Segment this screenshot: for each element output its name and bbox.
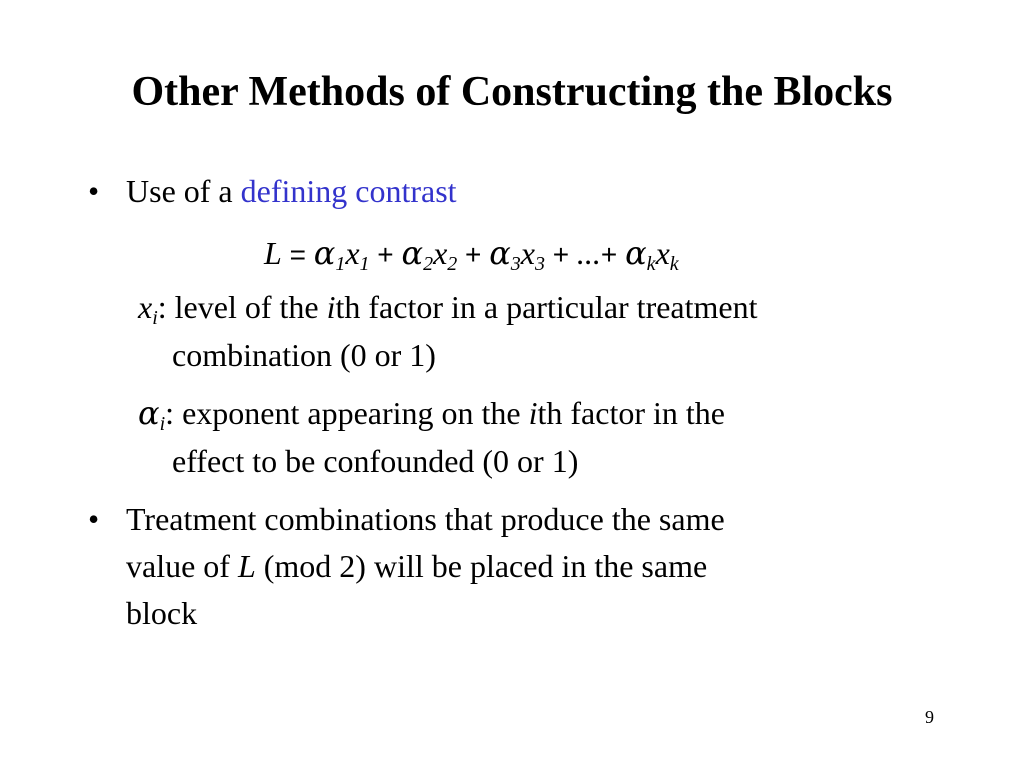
x-symbol: x	[520, 235, 535, 271]
x-symbol: x	[655, 235, 670, 271]
alpha-text-start: : exponent appearing on the	[165, 395, 529, 431]
formula-plus: +	[369, 239, 402, 270]
xi-ith-italic: i	[326, 289, 336, 325]
xi-definition-line1	[138, 284, 758, 330]
bullet2-l-italic: L	[237, 548, 256, 584]
alpha-ith-italic: i	[528, 395, 538, 431]
alpha-symbol: α	[138, 394, 160, 432]
defining-contrast-highlight: defining contrast	[240, 173, 457, 209]
bullet-marker: •	[88, 173, 100, 209]
alpha-symbol: α	[489, 234, 511, 272]
bullet-text-prefix: Use of a	[126, 173, 241, 209]
formula-subscript: k	[646, 253, 656, 275]
defining-contrast-formula	[264, 230, 679, 278]
formula-plus: +	[545, 239, 577, 270]
xi-symbol: x	[138, 289, 153, 325]
alpha-subscript: i	[159, 413, 166, 435]
alpha-symbol: α	[313, 234, 336, 272]
formula-lhs: L	[264, 235, 282, 271]
page-number: 9	[925, 707, 934, 727]
formula-subscript: 2	[447, 253, 458, 275]
alpha-symbol: α	[625, 234, 647, 272]
bullet-treatment-line2	[126, 543, 707, 589]
x-symbol: x	[433, 235, 448, 271]
alpha-text-end: th factor in the	[537, 395, 725, 431]
bullet-defining-contrast	[126, 168, 457, 214]
formula-ellipsis: ...	[576, 235, 601, 271]
formula-subscript: 1	[335, 253, 346, 275]
bullet2-suffix: (mod 2) will be placed in the same	[255, 548, 708, 584]
formula-subscript: 2	[423, 253, 434, 275]
bullet-marker: •	[88, 501, 100, 537]
formula-plus: +	[457, 239, 490, 270]
formula-subscript: 3	[510, 253, 521, 275]
formula-subscript: k	[669, 253, 679, 275]
xi-text-start: : level of the	[157, 289, 327, 325]
formula-subscript: 3	[535, 253, 545, 275]
xi-subscript: i	[152, 307, 158, 329]
formula-subscript: 1	[359, 253, 370, 275]
bullet-treatment-line3: block	[126, 595, 198, 631]
xi-text-end: th factor in a particular treatment	[335, 289, 758, 325]
bullet2-prefix: value of	[126, 548, 238, 584]
alpha-definition-line2: effect to be confounded (0 or 1)	[172, 443, 579, 479]
bullet-treatment-line1: Treatment combinations that produce the same	[126, 501, 725, 537]
slide-title: Other Methods of Constructing the Blocks	[131, 69, 893, 115]
alpha-symbol: α	[401, 234, 424, 272]
x-symbol: x	[345, 235, 360, 271]
formula-equals: =	[281, 239, 314, 270]
xi-definition-line2: combination (0 or 1)	[172, 337, 436, 373]
formula-plus: +	[600, 239, 626, 270]
alpha-definition-line1	[138, 390, 725, 436]
